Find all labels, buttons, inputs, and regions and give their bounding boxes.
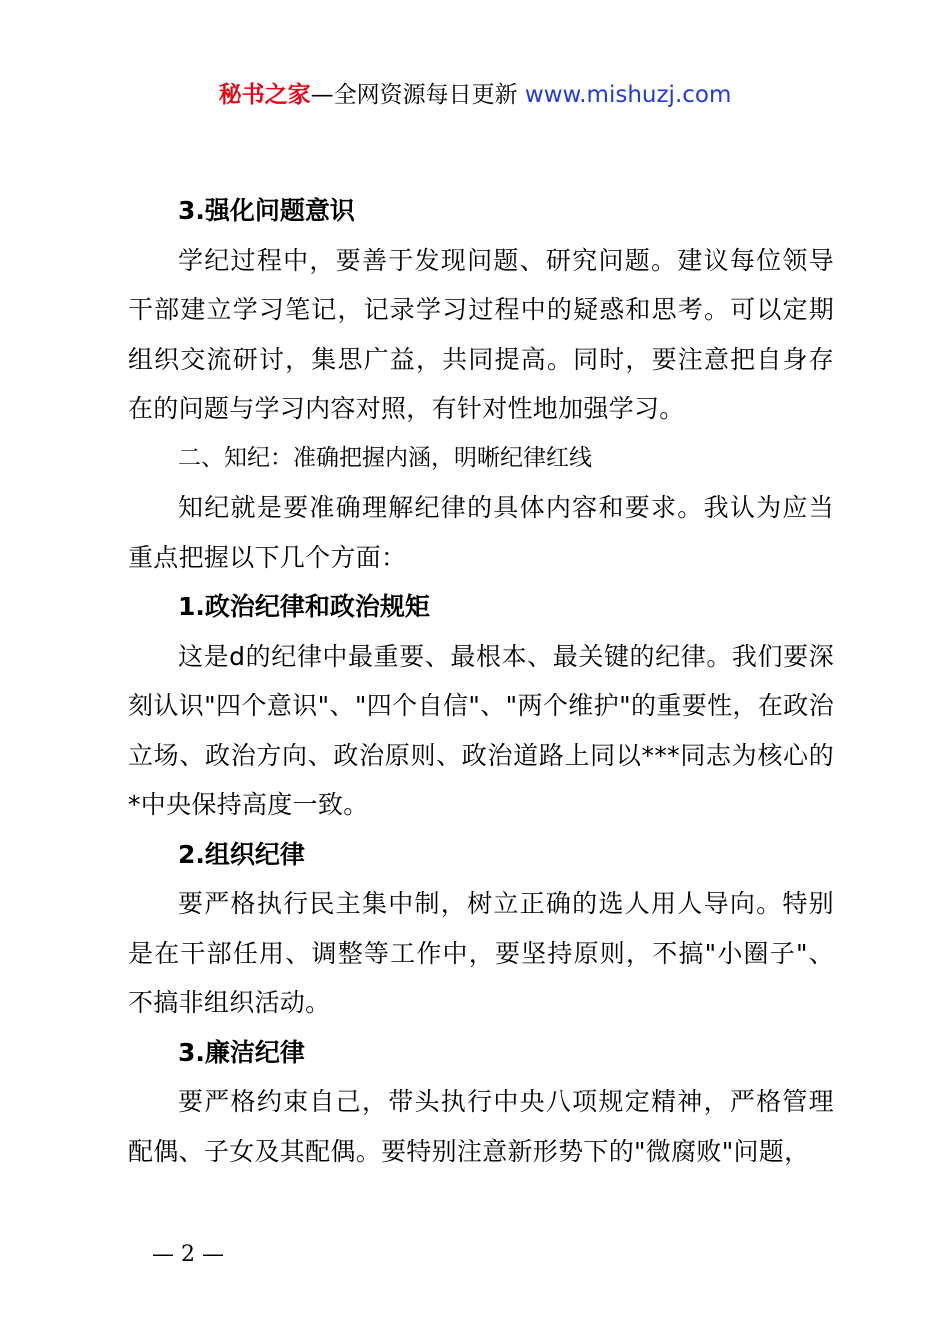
paragraph-intro: 知纪就是要准确理解纪律的具体内容和要求。我认为应当重点把握以下几个方面： <box>128 493 834 572</box>
page-number: — 2 — <box>152 1242 224 1267</box>
paragraph-integrity-discipline: 要严格约束自己，带头执行中央八项规定精神，严格管理配偶、子女及其配偶。要特别注意新形势下的"微腐败"问题， <box>128 1087 834 1166</box>
paragraph-political-discipline: 这是d的纪律中最重要、最根本、最关键的纪律。我们要深刻认识"四个意识"、"四个自信"、"两个维护"的重要性，在政治立场、政治方向、政治原则、政治道路上同以***同志为核心的*中央保持高度一致。 <box>128 641 834 819</box>
subheading-organizational-discipline: 2.组织纪律 <box>178 839 305 869</box>
site-url-link[interactable]: www.mishuzj.com <box>524 82 732 108</box>
subheading-political-discipline: 1.政治纪律和政治规矩 <box>178 592 430 621</box>
site-banner <box>0 80 950 110</box>
banner-tagline: —全网资源每日更新 <box>310 82 518 108</box>
section-heading-knowing-discipline: 二、知纪：准确把握内涵，明晰纪律红线 <box>178 444 592 471</box>
paragraph-problem-awareness: 学纪过程中，要善于发现问题、研究问题。建议每位领导干部建立学习笔记，记录学习过程中的疑惑和思考。可以定期组织交流研讨，集思广益，共同提高。同时，要注意把自身存在的问题与学习内容对照，有针对性地加强学习。 <box>128 245 834 423</box>
brand-name: 秘书之家 <box>218 82 311 108</box>
subheading-problem-awareness: 3.强化问题意识 <box>178 196 355 225</box>
document-body <box>128 186 834 1176</box>
subheading-integrity-discipline: 3.廉洁纪律 <box>178 1037 305 1067</box>
paragraph-organizational-discipline: 要严格执行民主集中制，树立正确的选人用人导向。特别是在干部任用、调整等工作中，要坚持原则，不搞"小圈子"、不搞非组织活动。 <box>128 889 834 1017</box>
